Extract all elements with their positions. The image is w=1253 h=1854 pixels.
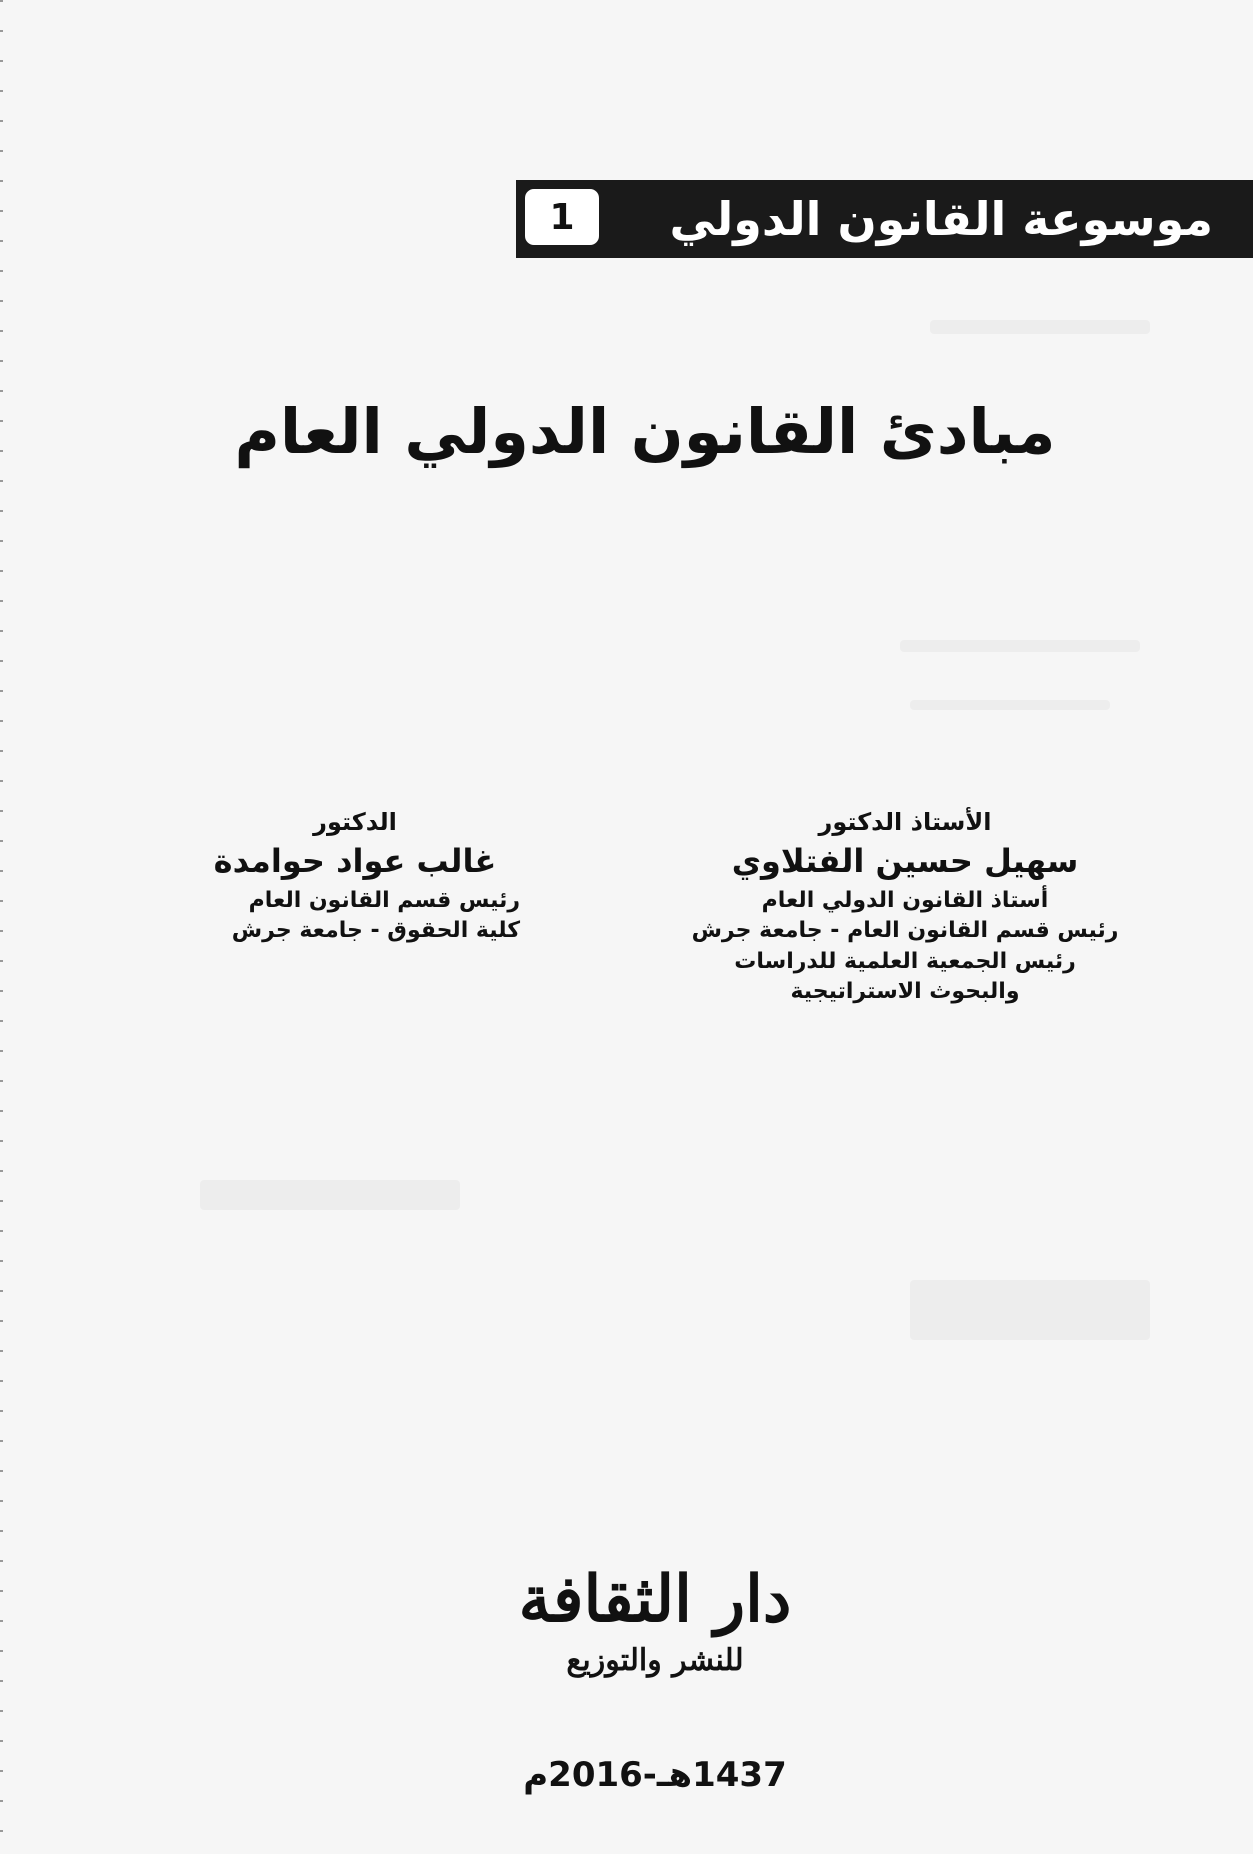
bleed-through-mark (910, 700, 1110, 710)
author-affiliation: كلية الحقوق - جامعة جرش (231, 918, 520, 944)
book-title: مبادئ القانون الدولي العام (234, 395, 1056, 468)
author-affiliation: والبحوث الاستراتيجية (790, 979, 1020, 1005)
author-block-primary (670, 808, 1140, 1007)
author-block-secondary (190, 808, 520, 947)
author-affiliation: رئيس الجمعية العلمية للدراسات (734, 948, 1076, 974)
author-affiliation: أستاذ القانون الدولي العام (761, 888, 1049, 913)
publisher-subtitle: للنشر والتوزيع (566, 1643, 744, 1679)
author-role: الأستاذ الدكتور (818, 808, 992, 836)
author-affiliation: رئيس قسم القانون العام (248, 888, 520, 913)
series-title: موسوعة القانون الدولي (669, 192, 1213, 246)
series-number-badge (522, 186, 602, 248)
bleed-through-mark (910, 1280, 1150, 1340)
author-role: الدكتور (313, 808, 397, 836)
bleed-through-mark (200, 1180, 460, 1210)
series-banner (516, 180, 1253, 258)
publication-year: 1437هـ-2016م (523, 1755, 787, 1795)
author-name: غالب عواد حوامدة (213, 842, 497, 880)
page-edge (0, 0, 3, 1854)
publisher-name: دار الثقافة (518, 1562, 792, 1637)
series-number: 1 (549, 196, 575, 238)
author-name: سهيل حسين الفتلاوي (731, 842, 1079, 880)
bleed-through-mark (930, 320, 1150, 334)
author-affiliation: رئيس قسم القانون العام - جامعة جرش (691, 918, 1119, 944)
publisher-logo (500, 1562, 810, 1679)
bleed-through-mark (900, 640, 1140, 652)
